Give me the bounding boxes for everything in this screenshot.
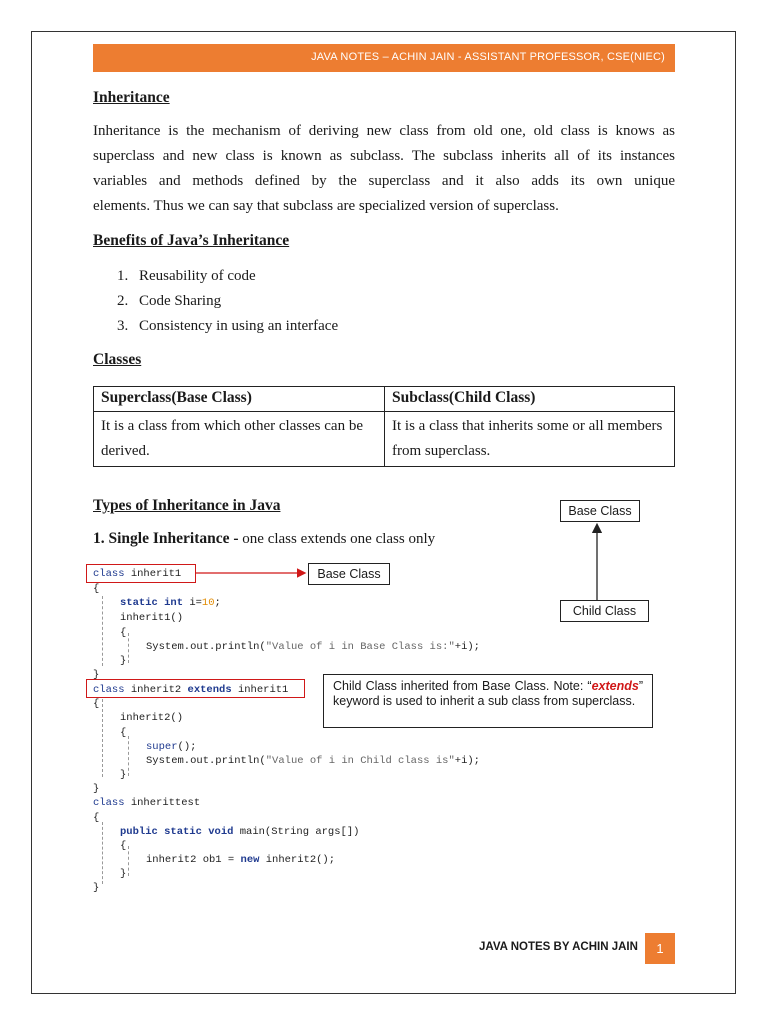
base-class-callout: Base Class [308, 563, 390, 585]
indent-guide [128, 633, 129, 663]
indent-guide [128, 846, 129, 876]
list-number: 3. [117, 318, 129, 334]
heading-classes: Classes [93, 351, 142, 368]
table-cell: It is a class that inherits some or all members from superclass. [385, 412, 675, 467]
code-line: } [93, 882, 100, 894]
code-line: class inherit1 [93, 568, 182, 580]
para-line: Inheritance is the mechanism of deriving new class from old one, old class is knows as [93, 123, 675, 139]
page-number: 1 [645, 933, 675, 964]
para-line: variables and methods defined by the superclass and it also adds its own unique [93, 173, 675, 189]
child-class-box: Child Class [560, 600, 649, 622]
indent-guide [128, 736, 129, 776]
code-line: System.out.println("Value of i in Child class is"+i); [146, 755, 480, 767]
code-line: inherit1() [120, 612, 184, 624]
highlight-child-class [86, 679, 305, 698]
note-text: ” keyword is used to inherit a sub class from superclass. [333, 679, 643, 708]
highlight-base-class [86, 564, 196, 583]
base-class-box: Base Class [560, 500, 640, 522]
code-line: System.out.println("Value of i in Base Class is:"+i); [146, 641, 480, 653]
code-line: { [93, 812, 100, 824]
extends-note [323, 674, 653, 728]
note-text: Child Class inherited from Base Class. Note: “ [333, 679, 592, 693]
para-line: elements. Thus we can say that subclass are specialized version of superclass. [93, 198, 559, 214]
list-text: Consistency in using an interface [139, 318, 339, 334]
code-line: } [120, 655, 127, 667]
code-line: public static void main(String args[]) [120, 826, 360, 838]
code-line: class inherit2 extends inherit1 [93, 684, 289, 696]
code-line: } [120, 868, 127, 880]
indent-guide [102, 699, 103, 777]
note-keyword: extends [591, 679, 639, 693]
heading-inheritance: Inheritance [93, 89, 170, 106]
para-line: superclass and new class is known as subclass. The subclass inherits all of its instances [93, 148, 675, 164]
code-line: } [93, 783, 100, 795]
code-line: static int i=10; [120, 597, 221, 609]
heading-benefits: Benefits of Java’s Inheritance [93, 232, 290, 249]
indent-guide [102, 596, 103, 666]
code-line: inherit2() [120, 712, 184, 724]
table-header: Subclass(Child Class) [385, 387, 675, 412]
single-inheritance-desc: one class extends one class only [238, 531, 436, 547]
code-line: { [93, 698, 100, 710]
table-cell: It is a class from which other classes can be derived. [94, 412, 385, 467]
single-inheritance-label: 1. Single Inheritance - [93, 530, 239, 547]
table-header: Superclass(Base Class) [94, 387, 385, 412]
code-line: } [93, 669, 100, 681]
code-line: { [120, 840, 127, 852]
footer-title: JAVA NOTES BY ACHIN JAIN [479, 941, 638, 953]
list-number: 1. [117, 268, 129, 284]
list-text: Code Sharing [139, 293, 222, 309]
heading-types: Types of Inheritance in Java [93, 497, 281, 514]
indent-guide [102, 822, 103, 884]
code-line: } [120, 769, 127, 781]
code-line: inherit2 ob1 = new inherit2(); [146, 854, 336, 866]
list-number: 2. [117, 293, 129, 309]
list-text: Reusability of code [139, 268, 256, 284]
code-line: { [120, 727, 127, 739]
header-title: JAVA NOTES – ACHIN JAIN - ASSISTANT PROFESSOR, CSE(NIEC) [311, 51, 665, 63]
code-line: super(); [146, 741, 197, 753]
code-line: { [93, 583, 100, 595]
code-line: { [120, 627, 127, 639]
code-line: class inherittest [93, 797, 201, 809]
